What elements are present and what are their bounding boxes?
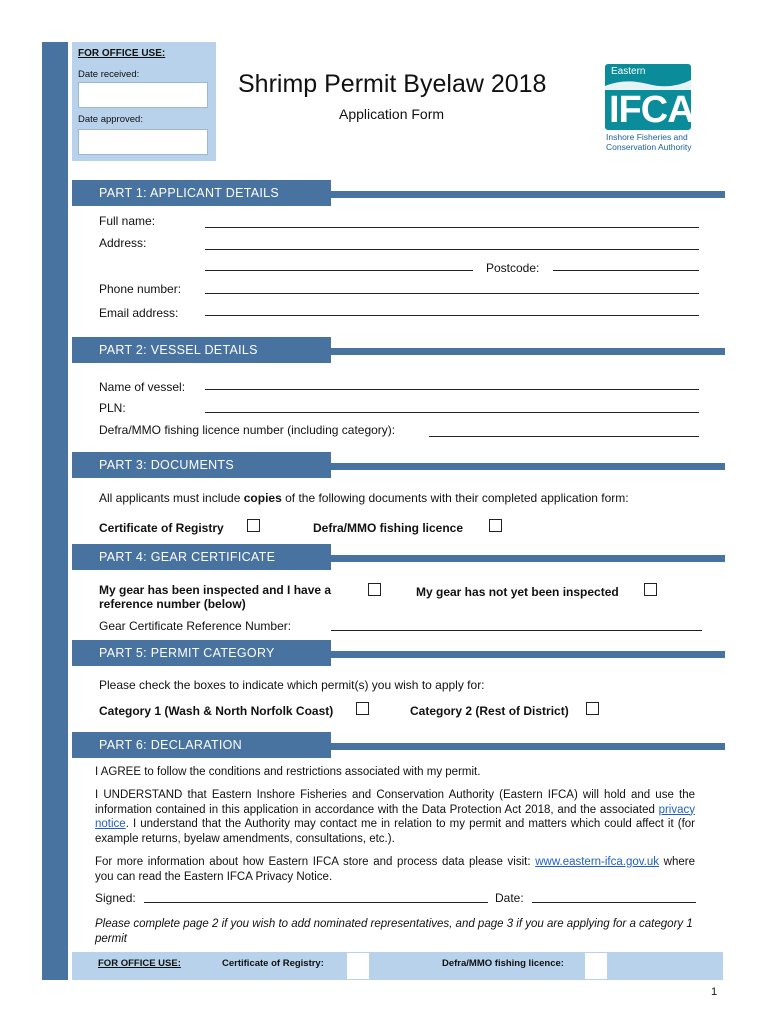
postcode-label: Postcode:	[486, 261, 540, 275]
footer-cert-box[interactable]	[347, 953, 369, 979]
certificate-registry-label: Certificate of Registry	[99, 521, 224, 535]
logo-ifca-text: IFCA	[609, 89, 694, 131]
left-sidebar-bar	[42, 42, 68, 980]
full-name-field[interactable]	[205, 227, 699, 228]
permit-category-intro: Please check the boxes to indicate which permit(s) you wish to apply for:	[99, 678, 485, 692]
fishing-licence-label: Defra/MMO fishing licence	[313, 521, 464, 535]
signed-label: Signed:	[95, 891, 136, 905]
privacy-notice-link[interactable]: privacy notice	[95, 803, 695, 830]
fishing-licence-checkbox[interactable]	[489, 519, 502, 532]
category1-label: Category 1 (Wash & North Norfolk Coast)	[99, 704, 334, 718]
part1-rule	[331, 191, 725, 198]
full-name-label: Full name:	[99, 214, 156, 228]
category2-label: Category 2 (Rest of District)	[410, 704, 569, 718]
footer-cert-label: Certificate of Registry:	[222, 958, 324, 969]
category1-checkbox[interactable]	[356, 702, 369, 715]
gear-not-inspected-checkbox[interactable]	[644, 583, 657, 596]
more-info-statement: For more information about how Eastern IFCA store and process data please visit: www.eastern-ifca.gov.uk where you can read the Eastern IFCA Privacy Notice.	[95, 856, 695, 883]
logo-subtitle-line2: Conservation Authority	[606, 142, 692, 152]
vessel-name-field[interactable]	[205, 389, 699, 390]
logo-subtitle	[606, 132, 716, 152]
gear-not-inspected-label: My gear has not yet been inspected	[416, 585, 619, 599]
footer-office-title: FOR OFFICE USE:	[98, 958, 181, 969]
gear-inspected-label: My gear has been inspected and I have a reference number (below)	[99, 583, 332, 611]
part6-heading: PART 6: DECLARATION	[72, 732, 331, 758]
date-label: Date:	[495, 891, 524, 905]
part2-heading: PART 2: VESSEL DETAILS	[72, 337, 331, 363]
logo-wave-icon	[605, 76, 691, 90]
logo-eastern-text: Eastern	[611, 66, 646, 77]
phone-field[interactable]	[205, 293, 699, 294]
footer-licence-box[interactable]	[585, 953, 607, 979]
address-label: Address:	[99, 236, 147, 250]
part5-heading: PART 5: PERMIT CATEGORY	[72, 640, 331, 666]
gear-ref-field[interactable]	[331, 630, 702, 631]
signature-field[interactable]	[144, 902, 488, 903]
gear-inspected-checkbox[interactable]	[368, 583, 381, 596]
documents-intro: All applicants must include copies of the following documents with their completed application form:	[99, 491, 629, 505]
office-use-title: FOR OFFICE USE:	[78, 48, 166, 59]
completion-note: Please complete page 2 if you wish to add nominated representatives, and page 3 if you are applying for a category 1 permit	[95, 918, 693, 945]
licence-number-label: Defra/MMO fishing licence number (including category):	[99, 423, 396, 437]
footer-licence-label: Defra/MMO fishing licence:	[442, 958, 564, 969]
page-subtitle: Application Form	[339, 106, 445, 122]
date-approved-field[interactable]	[78, 129, 208, 155]
pln-field[interactable]	[205, 412, 699, 413]
agree-statement: I AGREE to follow the conditions and restrictions associated with my permit.	[95, 766, 481, 778]
certificate-registry-checkbox[interactable]	[247, 519, 260, 532]
phone-label: Phone number:	[99, 282, 182, 296]
part4-rule	[331, 555, 725, 562]
part3-rule	[331, 463, 725, 470]
part6-rule	[331, 743, 725, 750]
address-field-line2[interactable]	[205, 270, 473, 271]
date-received-field[interactable]	[78, 82, 208, 108]
part4-heading: PART 4: GEAR CERTIFICATE	[72, 544, 331, 570]
address-field-line1[interactable]	[205, 249, 699, 250]
email-field[interactable]	[205, 315, 699, 316]
date-field[interactable]	[532, 902, 696, 903]
pln-label: PLN:	[99, 401, 126, 415]
eastern-ifca-website-link[interactable]: www.eastern-ifca.gov.uk	[535, 856, 660, 868]
date-received-label: Date received:	[78, 69, 140, 80]
licence-number-field[interactable]	[429, 436, 699, 437]
vessel-name-label: Name of vessel:	[99, 380, 186, 394]
part2-rule	[331, 348, 725, 355]
category2-checkbox[interactable]	[586, 702, 599, 715]
postcode-field[interactable]	[553, 270, 699, 271]
email-label: Email address:	[99, 306, 179, 320]
understand-statement: I UNDERSTAND that Eastern Inshore Fisheries and Conservation Authority (Eastern IFCA) will hold and use the information contained in this application in accordance with the Data Protection Act 2018, and the associated privacy notice. I understand that the Authority may contact me in relation to my permit and matters which could affect it (for example returns, byelaw amendments, consultations, etc.).	[95, 789, 695, 845]
part5-rule	[331, 651, 725, 658]
part3-heading: PART 3: DOCUMENTS	[72, 452, 331, 478]
date-approved-label: Date approved:	[78, 114, 143, 125]
page-title: Shrimp Permit Byelaw 2018	[238, 70, 547, 98]
part1-heading: PART 1: APPLICANT DETAILS	[72, 180, 331, 206]
logo-subtitle-line1: Inshore Fisheries and	[606, 132, 688, 142]
page-number: 1	[711, 986, 718, 998]
gear-ref-label: Gear Certificate Reference Number:	[99, 619, 292, 633]
